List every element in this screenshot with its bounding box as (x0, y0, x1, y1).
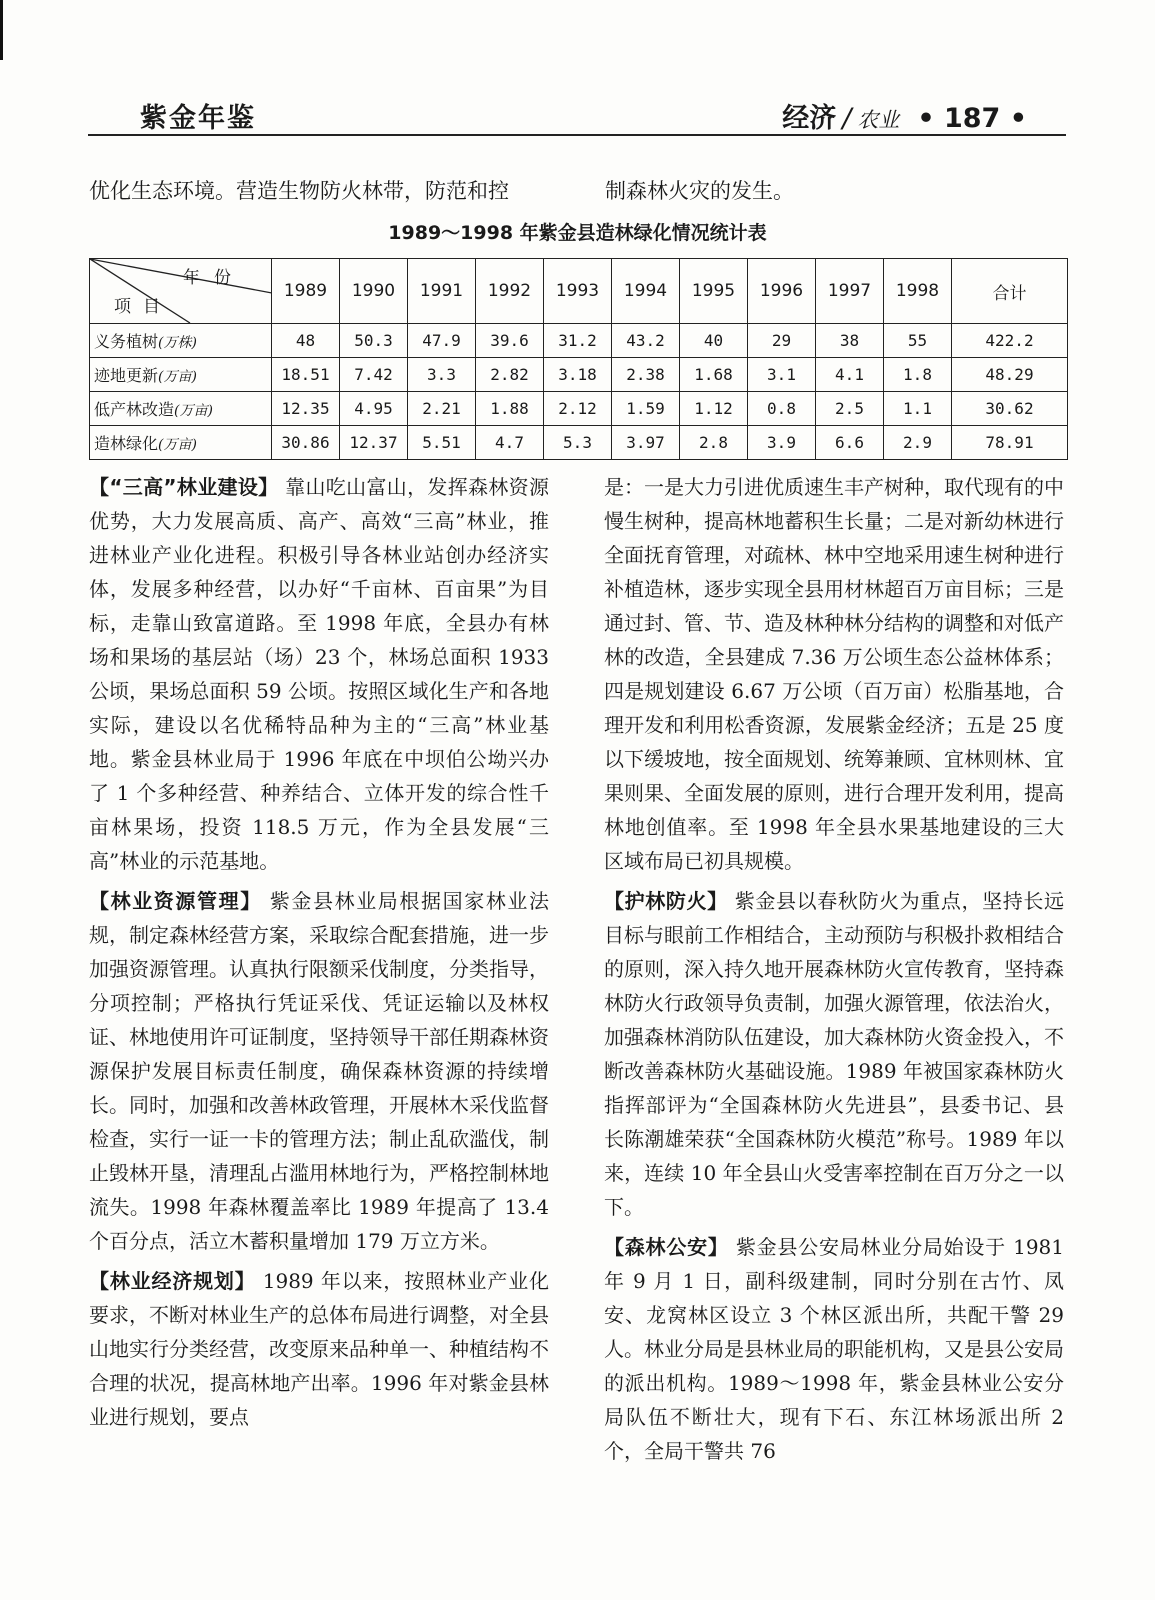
table-corner-cell (90, 259, 272, 324)
table-cell: 29 (748, 324, 816, 358)
table-title: 1989～1998 年紫金县造林绿化情况统计表 (388, 222, 767, 244)
column-header: 1992 (476, 259, 544, 324)
left-text-column (89, 470, 549, 1434)
paragraph-economic-planning (89, 1264, 549, 1434)
table-cell: 30.86 (272, 426, 340, 460)
corner-label-year: 年份 (183, 268, 245, 288)
column-header: 1989 (272, 259, 340, 324)
table-cell: 4.1 (816, 358, 884, 392)
column-header-total: 合计 (952, 259, 1068, 324)
table-cell: 2.9 (884, 426, 952, 460)
table-cell-total: 422.2 (952, 324, 1068, 358)
table-row (90, 426, 1068, 460)
paragraph-fire-prevention (604, 884, 1064, 1224)
paragraph-planning-continued (604, 470, 1064, 878)
header-rule (88, 134, 1066, 136)
row-label: 义务植树(万株) (90, 324, 272, 358)
corner-label-item: 项目 (114, 297, 172, 317)
table-cell: 1.1 (884, 392, 952, 426)
table-cell: 2.21 (408, 392, 476, 426)
table-cell: 3.97 (612, 426, 680, 460)
table-row (90, 324, 1068, 358)
paragraph-body: 靠山吃山富山，发挥森林资源优势，大力发展高质、高产、高效“三高”林业，推进林业产业化进程。积极引导各林业站创办经济实体，发展多种经营，以办好“千亩林、百亩果”为目标，走靠山致富道路。至 1998 年底，全县办有林场和果场的基层站（场）23 个，林场总面积 1933 公顷，果场总面积 59 公顷。按照区域化生产和各地实际，建设以名优稀特品种为主的“三高”林业基地。紫金县林业局于 1996 年底在中坝伯公坳兴办了 1 个多种经营、种养结合、立体开发的综合性千亩林果场，投资 118.5 万元，作为全县发展“三高”林业的示范基地。 (89, 475, 550, 873)
table-cell: 43.2 (612, 324, 680, 358)
intro-text-left: 优化生态环境。营造生物防火林带，防范和控 (89, 179, 509, 203)
statistics-table (89, 258, 1068, 460)
table-cell: 7.42 (340, 358, 408, 392)
section-heading: 【林业资源管理】 (89, 889, 262, 913)
column-header: 1996 (748, 259, 816, 324)
paragraph-body: 紫金县公安局林业分局始设于 1981 年 9 月 1 日，副科级建制，同时分别在古竹、凤安、龙窝林区设立 3 个林区派出所，共配干警 29 人。林业分局是县林业局的职能机构，又是县公安局的派出机构。1989～1998 年，紫金县林业公安分局队伍不断壮大，现有下石、东江林场派出所 2 个，全局干警共 76 (604, 1235, 1065, 1463)
binding-mark (0, 0, 3, 60)
column-header: 1991 (408, 259, 476, 324)
column-header: 1993 (544, 259, 612, 324)
table-cell: 3.18 (544, 358, 612, 392)
table-cell: 5.3 (544, 426, 612, 460)
table-cell: 4.7 (476, 426, 544, 460)
table-cell: 2.12 (544, 392, 612, 426)
table-cell: 2.5 (816, 392, 884, 426)
table-cell: 4.95 (340, 392, 408, 426)
running-header: 经济 / 农业 • 187 • (782, 103, 1027, 134)
table-cell-total: 30.62 (952, 392, 1068, 426)
book-title: 紫金年鉴 (140, 103, 256, 134)
subsection-name: 农业 (857, 108, 900, 132)
paragraph-forest-police (604, 1230, 1064, 1468)
table-cell: 47.9 (408, 324, 476, 358)
table-cell: 40 (680, 324, 748, 358)
table-cell: 2.8 (680, 426, 748, 460)
table-header-row (90, 259, 1068, 324)
table-cell: 18.51 (272, 358, 340, 392)
paragraph-body: 1989 年以来，按照林业产业化要求，不断对林业生产的总体布局进行调整，对全县山地实行分类经营，改变原来品种单一、种植结构不合理的状况，提高林地产出率。1996 年对紫金县林业进行规划，要点 (89, 1269, 550, 1429)
column-header: 1997 (816, 259, 884, 324)
table-cell: 1.68 (680, 358, 748, 392)
table-cell: 38 (816, 324, 884, 358)
section-heading: 【林业经济规划】 (89, 1269, 256, 1293)
table-cell: 5.51 (408, 426, 476, 460)
row-label: 迹地更新(万亩) (90, 358, 272, 392)
table-row (90, 392, 1068, 426)
row-label: 造林绿化(万亩) (90, 426, 272, 460)
table-cell: 31.2 (544, 324, 612, 358)
table-cell: 12.37 (340, 426, 408, 460)
table-cell-total: 48.29 (952, 358, 1068, 392)
section-heading: 【“三高”林业建设】 (89, 475, 279, 499)
column-header: 1990 (340, 259, 408, 324)
column-header: 1994 (612, 259, 680, 324)
paragraph-body: 是：一是大力引进优质速生丰产树种，取代现有的中慢生树种，提高林地蓄积生长量；二是对新幼林进行全面抚育管理，对疏林、林中空地采用速生树种进行补植造林，逐步实现全县用材林超百万亩目标；三是通过封、管、节、造及林种林分结构的调整和对低产林的改造，全县建成 7.36 万公顷生态公益林体系；四是规划建设 6.67 万公顷（百万亩）松脂基地，合理开发和利用松香资源，发展紫金经济；五是 25 度以下缓坡地，按全面规划、统筹兼顾、宜林则林、宜果则果、全面发展的原则，进行合理开发利用，提高林地创值率。至 1998 年全县水果基地建设的三大区域布局已初具规模。 (604, 475, 1064, 873)
column-header: 1995 (680, 259, 748, 324)
table-cell: 39.6 (476, 324, 544, 358)
section-name: 经济 (782, 103, 837, 134)
table-cell: 6.6 (816, 426, 884, 460)
right-text-column (604, 470, 1064, 1468)
table-cell: 3.9 (748, 426, 816, 460)
table-cell: 1.59 (612, 392, 680, 426)
table-cell: 1.8 (884, 358, 952, 392)
table-cell: 48 (272, 324, 340, 358)
row-label: 低产林改造(万亩) (90, 392, 272, 426)
table-cell: 1.12 (680, 392, 748, 426)
table-cell: 3.1 (748, 358, 816, 392)
paragraph-sangao-forestry (89, 470, 549, 878)
section-heading: 【护林防火】 (604, 889, 728, 913)
column-header: 1998 (884, 259, 952, 324)
table-cell: 2.38 (612, 358, 680, 392)
paragraph-resource-management (89, 884, 549, 1258)
section-heading: 【森林公安】 (604, 1235, 729, 1259)
paragraph-body: 紫金县以春秋防火为重点，坚持长远目标与眼前工作相结合，主动预防与积极扑救相结合的原则，深入持久地开展森林防火宣传教育，坚持森林防火行政领导负责制，加强火源管理，依法治火，加强森林消防队伍建设，加大森林防火资金投入，不断改善森林防火基础设施。1989 年被国家森林防火指挥部评为“全国森林防火先进县”，县委书记、县长陈潮雄荣获“全国森林防火模范”称号。1989 年以来，连续 10 年全县山火受害率控制在百万分之一以下。 (604, 889, 1065, 1219)
table-cell: 55 (884, 324, 952, 358)
page-number: • 187 • (917, 103, 1027, 134)
table-row (90, 358, 1068, 392)
table-cell: 2.82 (476, 358, 544, 392)
intro-text-right: 制森林火灾的发生。 (605, 179, 794, 203)
table-cell: 0.8 (748, 392, 816, 426)
table-cell-total: 78.91 (952, 426, 1068, 460)
table-cell: 3.3 (408, 358, 476, 392)
table-cell: 12.35 (272, 392, 340, 426)
table-cell: 50.3 (340, 324, 408, 358)
paragraph-body: 紫金县林业局根据国家林业法规，制定森林经营方案，采取综合配套措施，进一步加强资源管理。认真执行限额采伐制度，分类指导，分项控制；严格执行凭证采伐、凭证运输以及林权证、林地使用许可证制度，坚持领导干部任期森林资源保护发展目标责任制度，确保森林资源的持续增长。同时，加强和改善林政管理，开展林木采伐监督检查，实行一证一卡的管理方法；制止乱砍滥伐，制止毁林开垦，清理乱占滥用林地行为，严格控制林地流失。1998 年森林覆盖率比 1989 年提高了 13.4 个百分点，活立木蓄积量增加 179 万立方米。 (89, 889, 550, 1253)
table-cell: 1.88 (476, 392, 544, 426)
